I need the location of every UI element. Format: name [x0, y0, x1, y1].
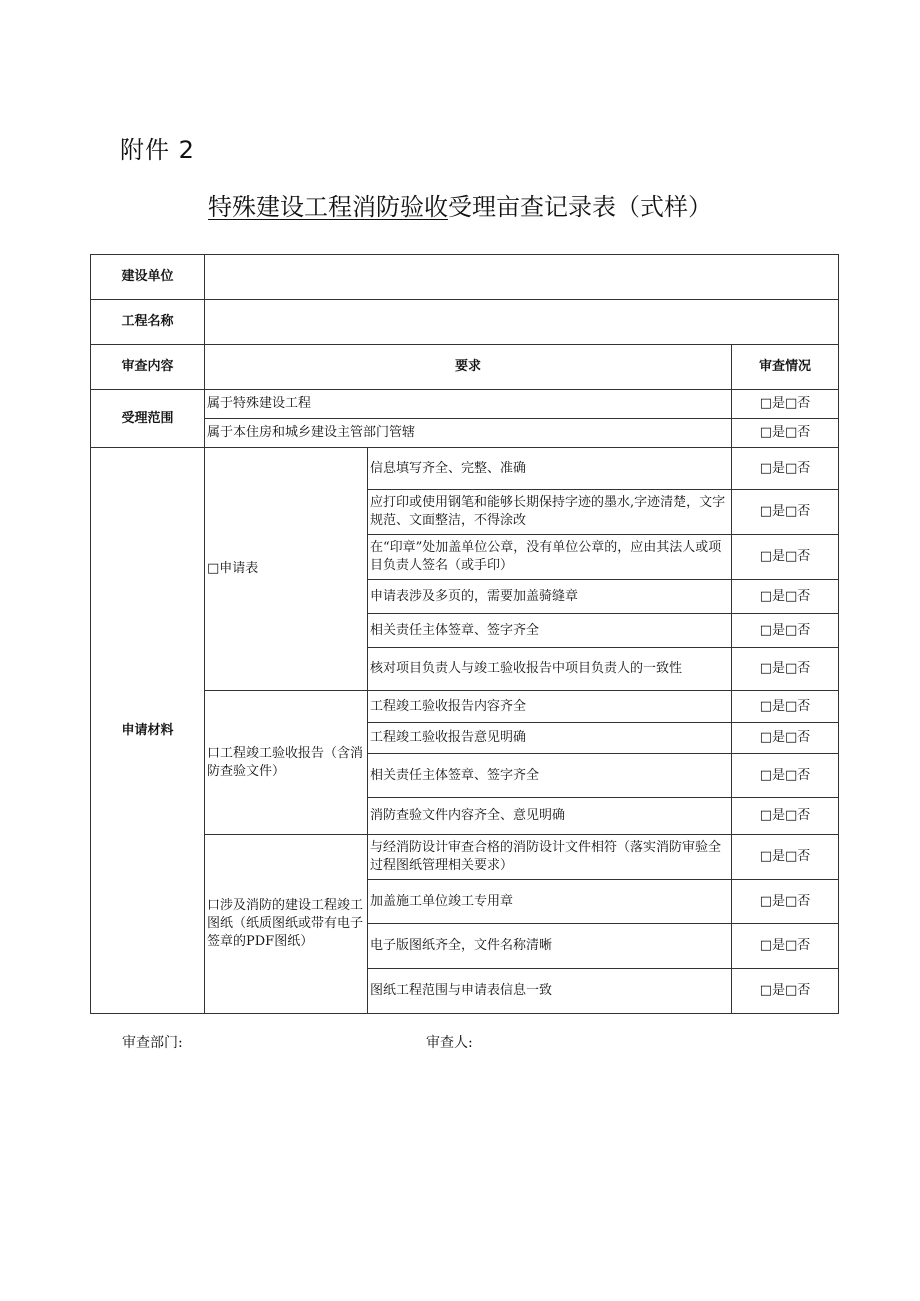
material-requirement: 工程竣工验收报告内容齐全 — [368, 691, 732, 723]
row-construction-unit — [91, 255, 839, 300]
material-check[interactable]: □是□否 — [732, 490, 839, 535]
material-check[interactable]: □是□否 — [732, 614, 839, 648]
scope-requirement: 属于特殊建设工程 — [205, 390, 732, 419]
material-requirement: 信息填写齐全、完整、准确 — [368, 448, 732, 490]
material-requirement: 应打印或使用钢笔和能够长期保持字迹的墨水,字迹清楚，文字规范、文面整洁，不得涂改 — [368, 490, 732, 535]
project-name-field[interactable] — [205, 300, 839, 345]
scope-label: 受理范围 — [91, 390, 205, 448]
review-department-label: 审查部门: — [122, 1035, 183, 1051]
scope-row — [91, 390, 839, 419]
title-rest-part: 受理亩查记录表（式样） — [448, 193, 712, 221]
material-requirement: 相关责任主体签章、签字齐全 — [368, 614, 732, 648]
material-group-acceptance-report[interactable]: 口工程竣工验收报告（含消防查验文件） — [205, 691, 368, 835]
material-check[interactable]: □是□否 — [732, 648, 839, 691]
document-title — [0, 187, 920, 222]
column-header-requirement: 要求 — [205, 345, 732, 390]
review-record-table — [90, 254, 839, 1014]
row-project-name — [91, 300, 839, 345]
construction-unit-field[interactable] — [205, 255, 839, 300]
material-requirement: 相关责任主体签章、签字齐全 — [368, 754, 732, 798]
reviewer-label: 审查人: — [426, 1035, 473, 1051]
material-group-as-built-drawings[interactable]: 口涉及消防的建设工程竣工图纸（纸质图纸或带有电子签章的PDF图纸） — [205, 835, 368, 1014]
material-requirement: 图纸工程范围与申请表信息一致 — [368, 969, 732, 1014]
material-requirement: 在“印章”处加盖单位公章，没有单位公章的，应由其法人或项目负责人签名（或手印） — [368, 535, 732, 580]
material-check[interactable]: □是□否 — [732, 448, 839, 490]
material-group-application-form[interactable]: □申请表 — [205, 448, 368, 691]
material-requirement: 消防查验文件内容齐全、意见明确 — [368, 798, 732, 835]
material-check[interactable]: □是□否 — [732, 723, 839, 754]
material-check[interactable]: □是□否 — [732, 969, 839, 1014]
material-check[interactable]: □是□否 — [732, 835, 839, 880]
material-requirement: 工程竣工验收报告意见明确 — [368, 723, 732, 754]
material-check[interactable]: □是□否 — [732, 754, 839, 798]
attachment-label: 附件 2 — [120, 136, 195, 164]
scope-check[interactable]: □是□否 — [732, 419, 839, 448]
materials-label: 申请材料 — [91, 448, 205, 1014]
column-header-status: 审查情况 — [732, 345, 839, 390]
material-requirement: 加盖施工单位竣工专用章 — [368, 880, 732, 924]
material-row — [91, 448, 839, 490]
material-requirement: 电子版图纸齐全，文件名称清晰 — [368, 924, 732, 969]
scope-requirement: 属于本住房和城乡建设主管部门管辖 — [205, 419, 732, 448]
construction-unit-label: 建设单位 — [91, 255, 205, 300]
project-name-label: 工程名称 — [91, 300, 205, 345]
material-check[interactable]: □是□否 — [732, 798, 839, 835]
material-check[interactable]: □是□否 — [732, 880, 839, 924]
title-underlined-part: 特殊建设工程消防验收 — [208, 193, 448, 221]
material-check[interactable]: □是□否 — [732, 924, 839, 969]
scope-check[interactable]: □是□否 — [732, 390, 839, 419]
material-check[interactable]: □是□否 — [732, 535, 839, 580]
material-check[interactable]: □是□否 — [732, 691, 839, 723]
material-check[interactable]: □是□否 — [732, 580, 839, 614]
material-requirement: 申请表涉及多页的，需要加盖骑缝章 — [368, 580, 732, 614]
material-requirement: 核对项目负责人与竣工验收报告中项目负责人的一致性 — [368, 648, 732, 691]
column-header-row — [91, 345, 839, 390]
column-header-content: 审查内容 — [91, 345, 205, 390]
material-requirement: 与经消防设计审查合格的消防设计文件相符（落实消防审验全过程图纸管理相关要求） — [368, 835, 732, 880]
